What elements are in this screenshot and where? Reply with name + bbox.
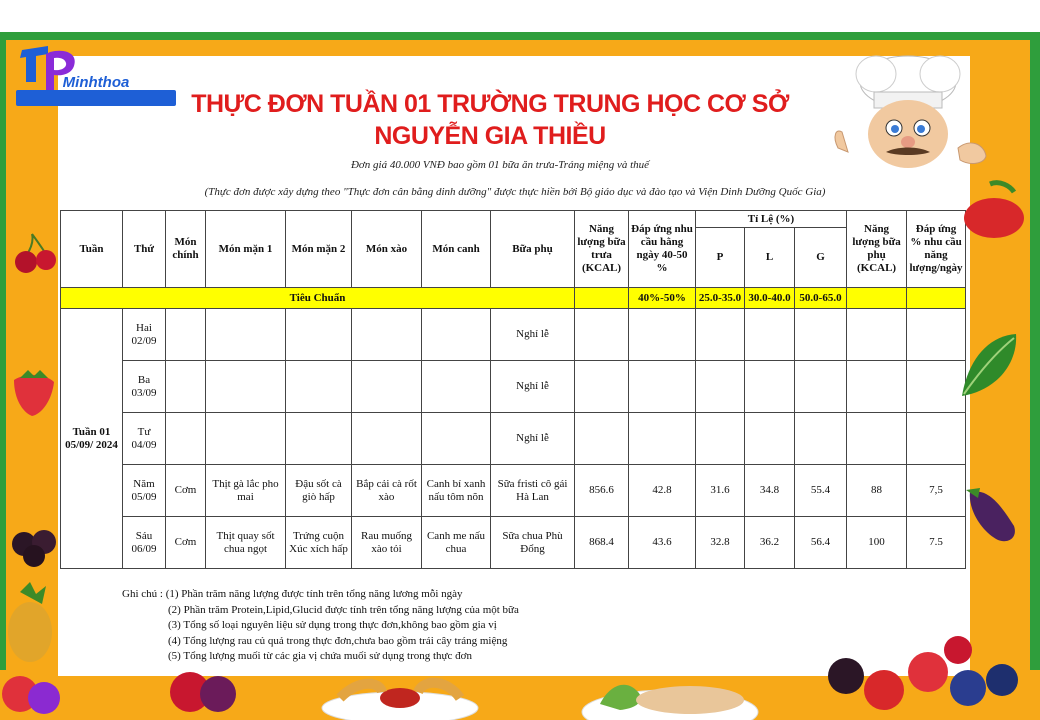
cell-man2: Đậu sốt cà giò hấp — [286, 465, 352, 517]
spinach-icon — [958, 330, 1022, 400]
cell-dap-ung — [629, 309, 696, 361]
frame-right — [1030, 32, 1040, 720]
raspberry-icon — [168, 660, 238, 720]
cell-g: 55.4 — [795, 465, 847, 517]
footnote-5: (5) Tổng lượng muối từ các gia vị chứa muối sử dụng trong thực đơn — [168, 650, 472, 662]
cell-g: 56.4 — [795, 517, 847, 569]
header-l: L — [745, 228, 795, 288]
standard-nl-phu — [847, 288, 907, 309]
cell-l: 34.8 — [745, 465, 795, 517]
header-ti-le: Tỉ Lệ (%) — [696, 211, 847, 228]
cell-thu: Tư 04/09 — [123, 413, 166, 465]
cell-mon-chinh — [166, 361, 206, 413]
cell-dap-ung-phu — [907, 413, 966, 465]
cell-p: 32.8 — [696, 517, 745, 569]
footnote-2: (2) Phần trăm Protein,Lipid,Glucid được tính trên tổng năng lượng của một bữa — [168, 603, 519, 616]
standard-p: 25.0-35.0 — [696, 288, 745, 309]
cell-dap-ung-phu: 7,5 — [907, 465, 966, 517]
cell-l — [745, 413, 795, 465]
cell-nang-luong — [575, 309, 629, 361]
standard-dap-ung-phu — [907, 288, 966, 309]
menu-title — [180, 88, 800, 152]
cell-canh: Canh me nấu chua — [422, 517, 491, 569]
cell-bua-phu: Nghỉ lễ — [491, 309, 575, 361]
strawberry-icon — [8, 368, 60, 418]
cell-dap-ung: 43.6 — [629, 517, 696, 569]
cell-man2 — [286, 309, 352, 361]
cell-man1: Thịt quay sốt chua ngọt — [206, 517, 286, 569]
cell-man2 — [286, 361, 352, 413]
table-row — [61, 465, 966, 517]
cell-xao: Rau muống xào tỏi — [352, 517, 422, 569]
cell-man2 — [286, 413, 352, 465]
cell-l — [745, 309, 795, 361]
week-label: Tuần 01 05/09/ 2024 — [61, 309, 123, 569]
cell-xao: Bắp cải cà rốt xào — [352, 465, 422, 517]
footnote-3: (3) Tổng số loại nguyên liệu sử dụng trong thực đơn,không bao gồm gia vị — [168, 619, 497, 631]
pineapple-icon — [0, 582, 64, 720]
table-row — [61, 517, 966, 569]
cell-nl-phu — [847, 309, 907, 361]
standard-row — [61, 288, 966, 309]
standard-g: 50.0-65.0 — [795, 288, 847, 309]
header-mon-chinh: Món chính — [166, 211, 206, 288]
cell-nang-luong: 868.4 — [575, 517, 629, 569]
cell-dap-ung-phu: 7.5 — [907, 517, 966, 569]
cell-l — [745, 361, 795, 413]
mixed-berries-icon — [818, 628, 1024, 720]
minhthoa-logo — [8, 42, 178, 112]
cell-dap-ung-phu — [907, 309, 966, 361]
cell-p — [696, 361, 745, 413]
cell-thu: Sáu 06/09 — [123, 517, 166, 569]
cell-canh — [422, 413, 491, 465]
cell-mon-chinh: Cơm — [166, 465, 206, 517]
fried-shrimp-plate-icon — [320, 668, 480, 720]
cell-nang-luong: 856.6 — [575, 465, 629, 517]
header-dap-ung-phu: Đáp ứng % nhu cầu năng lượng/ngày — [907, 211, 966, 288]
table-row — [61, 361, 966, 413]
cell-nang-luong — [575, 361, 629, 413]
header-dap-ung: Đáp ứng nhu cầu hằng ngày 40-50 % — [629, 211, 696, 288]
cell-dap-ung: 42.8 — [629, 465, 696, 517]
basis-note: (Thực đơn được xây dựng theo "Thực đơn cân bằng dinh dưỡng" được thực hiền bởi Bộ giáo dục và đào tạo và Viện Dinh Dưỡng Quốc Gia) — [204, 186, 826, 198]
standard-label: Tiêu Chuẩn — [61, 288, 575, 309]
cell-canh — [422, 309, 491, 361]
cherry-icon — [12, 228, 60, 276]
title-line-1: THỰC ĐƠN TUẦN 01 TRƯỜNG TRUNG HỌC CƠ SỞ — [191, 90, 789, 118]
cell-g — [795, 413, 847, 465]
cell-g — [795, 309, 847, 361]
cell-bua-phu: Sữa fristi cô gái Hà Lan — [491, 465, 575, 517]
cell-man1: Thịt gà lắc pho mai — [206, 465, 286, 517]
cell-man2: Trứng cuộn Xúc xích hấp — [286, 517, 352, 569]
header-bua-phu: Bữa phụ — [491, 211, 575, 288]
cell-canh — [422, 361, 491, 413]
cell-mon-chinh — [166, 413, 206, 465]
standard-dap-ung: 40%-50% — [629, 288, 696, 309]
tomato-icon — [960, 180, 1030, 240]
cell-nl-phu — [847, 361, 907, 413]
header-nang-luong: Năng lượng bữa trưa (KCAL) — [575, 211, 629, 288]
header-g: G — [795, 228, 847, 288]
footnotes — [122, 587, 519, 665]
header-tuan: Tuần — [61, 211, 123, 288]
cell-nl-phu: 100 — [847, 517, 907, 569]
logo-text: Minhthoa — [62, 74, 130, 91]
cell-l: 36.2 — [745, 517, 795, 569]
header-row-1 — [61, 211, 966, 228]
header-nang-luong-phu: Năng lượng bữa phụ (KCAL) — [847, 211, 907, 288]
header-p: P — [696, 228, 745, 288]
cell-xao — [352, 413, 422, 465]
header-mon-canh: Món canh — [422, 211, 491, 288]
header-thu: Thứ — [123, 211, 166, 288]
cell-dap-ung-phu — [907, 361, 966, 413]
eggplant-icon — [960, 486, 1022, 546]
price-subtitle: Đơn giá 40.000 VNĐ bao gồm 01 bữa ăn trưa-Tráng miệng và thuế — [350, 159, 650, 171]
footnote-4: (4) Tổng lượng rau củ quả trong thực đơn,chưa bao gồm trái cây tráng miệng — [168, 634, 508, 647]
header-mon-man-1: Món mặn 1 — [206, 211, 286, 288]
cell-xao — [352, 361, 422, 413]
cell-dap-ung — [629, 413, 696, 465]
standard-l: 30.0-40.0 — [745, 288, 795, 309]
title-line-2: NGUYỄN GIA THIỀU — [374, 122, 606, 150]
header-mon-man-2: Món mặn 2 — [286, 211, 352, 288]
menu-table — [60, 210, 966, 569]
cell-mon-chinh — [166, 309, 206, 361]
cell-g — [795, 361, 847, 413]
cell-dap-ung — [629, 361, 696, 413]
cell-p: 31.6 — [696, 465, 745, 517]
cell-mon-chinh: Cơm — [166, 517, 206, 569]
cell-nl-phu: 88 — [847, 465, 907, 517]
cell-thu: Năm 05/09 — [123, 465, 166, 517]
chef-illustration — [808, 52, 1008, 170]
cell-thu: Hai 02/09 — [123, 309, 166, 361]
blackberry-icon — [8, 520, 62, 570]
header-mon-xao: Món xào — [352, 211, 422, 288]
cell-man1 — [206, 309, 286, 361]
cell-nl-phu — [847, 413, 907, 465]
table-row — [61, 309, 966, 361]
table-row — [61, 413, 966, 465]
standard-nang-luong — [575, 288, 629, 309]
cell-p — [696, 309, 745, 361]
cell-bua-phu: Nghỉ lễ — [491, 361, 575, 413]
footnote-1: Ghi chú : (1) Phần trăm năng lượng được tính trên tổng năng lương mỗi ngày — [122, 588, 463, 600]
cell-man1 — [206, 413, 286, 465]
salad-plate-icon — [580, 668, 760, 720]
cell-bua-phu: Nghỉ lễ — [491, 413, 575, 465]
cell-man1 — [206, 361, 286, 413]
cell-nang-luong — [575, 413, 629, 465]
cell-canh: Canh bí xanh nấu tôm nõn — [422, 465, 491, 517]
cell-thu: Ba 03/09 — [123, 361, 166, 413]
cell-bua-phu: Sữa chua Phù Đổng — [491, 517, 575, 569]
cell-xao — [352, 309, 422, 361]
cell-p — [696, 413, 745, 465]
